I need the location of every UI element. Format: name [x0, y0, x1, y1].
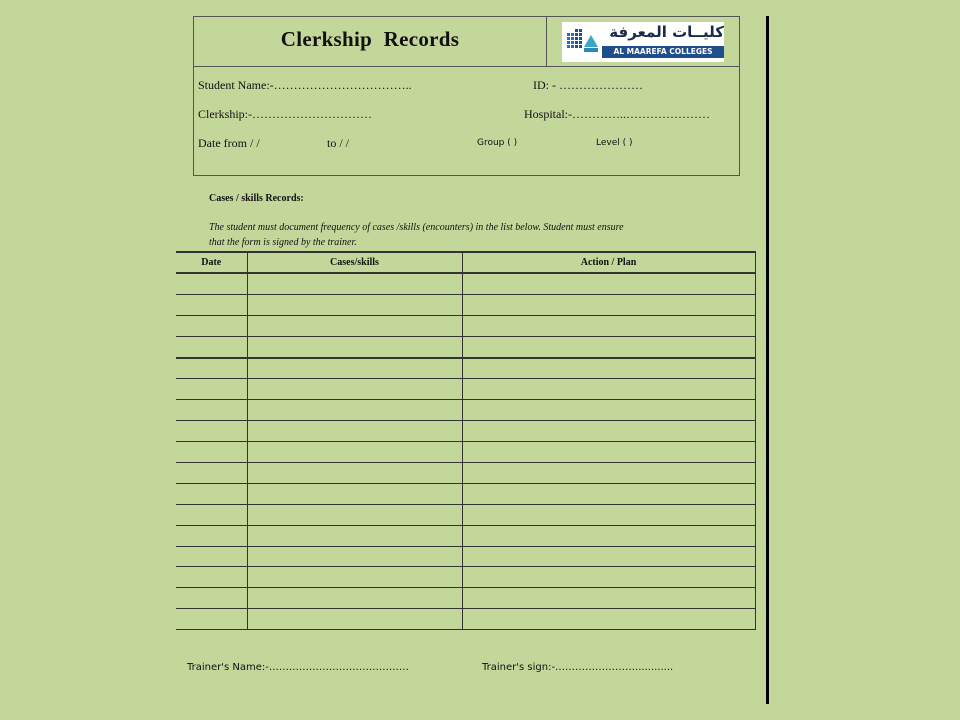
table-row: [176, 442, 755, 463]
date-cell[interactable]: [176, 336, 247, 357]
cases-cell[interactable]: [247, 358, 462, 379]
table-row: [176, 358, 755, 379]
level-field: Level ( ): [596, 138, 633, 148]
action-cell[interactable]: [462, 400, 755, 421]
table-body: [176, 273, 755, 630]
logo-cell: [547, 17, 739, 67]
cases-cell[interactable]: [247, 294, 462, 315]
table-row: [176, 336, 755, 357]
date-cell[interactable]: [176, 442, 247, 463]
action-cell[interactable]: [462, 588, 755, 609]
table-row: [176, 463, 755, 484]
title-cell: [194, 17, 547, 67]
building-icon: [567, 27, 599, 57]
date-cell[interactable]: [176, 567, 247, 588]
action-cell[interactable]: [462, 463, 755, 484]
cases-cell[interactable]: [247, 463, 462, 484]
table-row: [176, 379, 755, 400]
page-margin-line: [766, 16, 769, 704]
cases-cell[interactable]: [247, 400, 462, 421]
table-row: [176, 525, 755, 546]
cases-cell[interactable]: [247, 442, 462, 463]
action-cell[interactable]: [462, 609, 755, 630]
date-cell[interactable]: [176, 273, 247, 294]
header-box: [193, 16, 740, 176]
table-row: [176, 504, 755, 525]
cases-cell[interactable]: [247, 525, 462, 546]
action-cell[interactable]: [462, 442, 755, 463]
table-row: [176, 567, 755, 588]
table-row: [176, 294, 755, 315]
table-row: [176, 315, 755, 336]
cases-cell[interactable]: [247, 546, 462, 567]
date-from-field: Date from / /: [198, 136, 260, 150]
table-row: [176, 609, 755, 630]
cases-cell[interactable]: [247, 567, 462, 588]
date-to-field: to / /: [327, 136, 350, 150]
logo-arabic-text: كليــات المعرفة: [609, 23, 724, 41]
page-title: Clerkship Records: [280, 27, 460, 51]
clerkship-field: Clerkship:-…………………………: [198, 107, 372, 121]
date-cell[interactable]: [176, 504, 247, 525]
trainer-sign-field: Trainer's sign:-……………………............: [482, 662, 674, 673]
cases-cell[interactable]: [247, 504, 462, 525]
action-cell[interactable]: [462, 567, 755, 588]
table-row: [176, 273, 755, 294]
date-cell[interactable]: [176, 463, 247, 484]
cases-cell[interactable]: [247, 379, 462, 400]
instruction-line-1: The student must document frequency of cases /skills (encounters) in the list below. Student must ensure: [209, 222, 624, 233]
date-cell[interactable]: [176, 483, 247, 504]
section-heading: Cases / skills Records:: [209, 193, 304, 204]
table-row: [176, 483, 755, 504]
action-cell[interactable]: [462, 421, 755, 442]
student-name-field: Student Name:-……………………………..: [198, 78, 412, 92]
hospital-field: Hospital:-…………..…………………: [524, 107, 710, 121]
date-cell[interactable]: [176, 546, 247, 567]
date-cell[interactable]: [176, 421, 247, 442]
date-cell[interactable]: [176, 525, 247, 546]
group-field: Group ( ): [477, 138, 518, 148]
instruction-text: [209, 220, 729, 250]
logo-english-text: AL MAAREFA COLLEGES: [602, 46, 724, 58]
date-cell[interactable]: [176, 379, 247, 400]
action-cell[interactable]: [462, 546, 755, 567]
action-cell[interactable]: [462, 525, 755, 546]
column-header-date: Date: [176, 252, 247, 273]
action-cell[interactable]: [462, 315, 755, 336]
action-cell[interactable]: [462, 379, 755, 400]
table-row: [176, 588, 755, 609]
table-row: [176, 400, 755, 421]
cases-cell[interactable]: [247, 609, 462, 630]
cases-cell[interactable]: [247, 483, 462, 504]
action-cell[interactable]: [462, 273, 755, 294]
action-cell[interactable]: [462, 504, 755, 525]
cases-cell[interactable]: [247, 336, 462, 357]
college-logo: [562, 22, 724, 62]
column-header-action: Action / Plan: [462, 252, 755, 273]
cases-cell[interactable]: [247, 421, 462, 442]
date-cell[interactable]: [176, 400, 247, 421]
action-cell[interactable]: [462, 336, 755, 357]
column-header-cases: Cases/skills: [247, 252, 462, 273]
date-cell[interactable]: [176, 609, 247, 630]
action-cell[interactable]: [462, 483, 755, 504]
date-cell[interactable]: [176, 294, 247, 315]
cases-cell[interactable]: [247, 588, 462, 609]
date-cell[interactable]: [176, 315, 247, 336]
action-cell[interactable]: [462, 294, 755, 315]
action-cell[interactable]: [462, 358, 755, 379]
date-cell[interactable]: [176, 358, 247, 379]
cases-cell[interactable]: [247, 315, 462, 336]
table-row: [176, 546, 755, 567]
date-cell[interactable]: [176, 588, 247, 609]
table-header-row: [176, 252, 755, 273]
cases-cell[interactable]: [247, 273, 462, 294]
id-field: ID: - …………………: [533, 78, 643, 92]
trainer-name-field: Trainer's Name:-……………………………………: [187, 662, 409, 673]
records-table: [176, 251, 756, 630]
table-row: [176, 421, 755, 442]
instruction-line-2: that the form is signed by the trainer.: [209, 237, 357, 248]
